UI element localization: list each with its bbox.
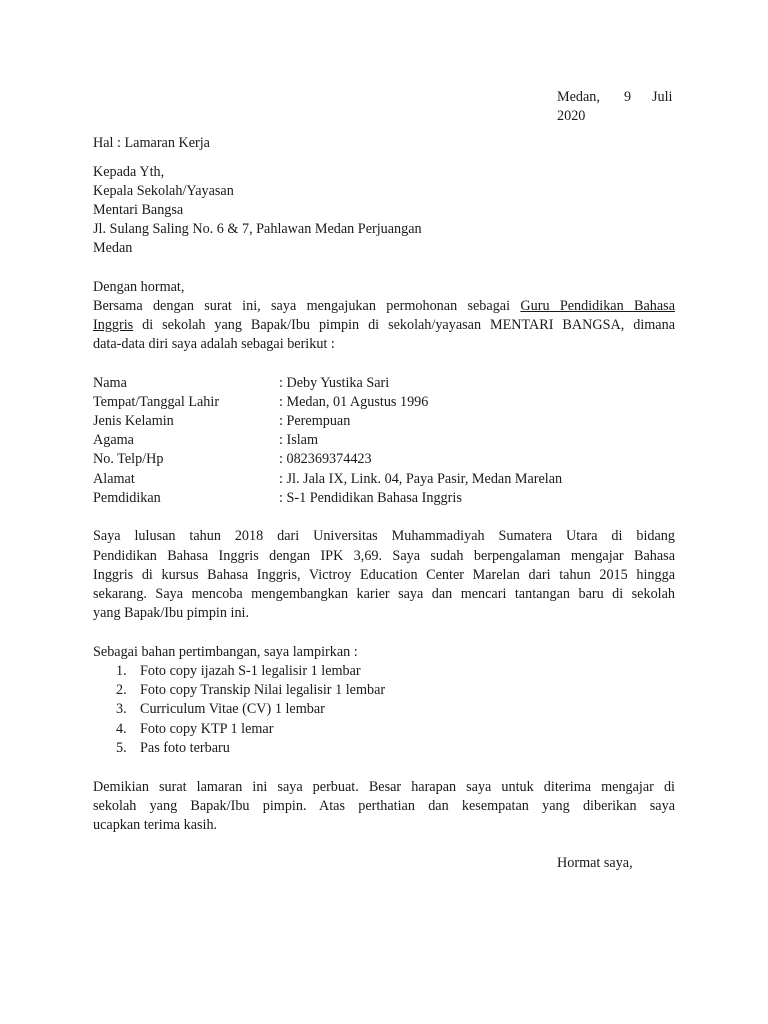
data-value: : Jl. Jala IX, Link. 04, Paya Pasir, Medan Marelan (279, 471, 563, 487)
recipient-line: Kepada Yth, (93, 164, 165, 180)
paragraph-line: sekolah yang Bapak/Ibu pimpin. Atas perthatian dan kesempatan yang diberikan saya (93, 798, 675, 814)
paragraph-line: ucapkan terima kasih. (93, 817, 218, 833)
data-label: Alamat (93, 471, 135, 487)
data-label: Pemdidikan (93, 490, 161, 506)
position-title: Inggris (93, 317, 134, 333)
paragraph-line: yang Bapak/Ibu pimpin ini. (93, 605, 250, 621)
intro-line-2 (93, 316, 675, 335)
paragraph-line: Saya lulusan tahun 2018 dari Universitas Muhammadiyah Sumatera Utara di bidang (93, 528, 675, 544)
list-number: 5. (116, 740, 127, 756)
data-value: : Medan, 01 Agustus 1996 (279, 394, 429, 410)
paragraph-line: Pendidikan Bahasa Inggris dengan IPK 3,69. Saya sudah berpengalaman mengajar Bahasa (93, 548, 675, 564)
list-number: 1. (116, 663, 127, 679)
data-label: Nama (93, 375, 127, 391)
data-label: Jenis Kelamin (93, 413, 174, 429)
paragraph-line: Inggris di kursus Bahasa Inggris, Victroy Education Center Marelan dari tahun 2015 hingga (93, 567, 675, 583)
list-item: Foto copy KTP 1 lemar (140, 721, 274, 737)
intro-text: di sekolah yang Bapak/Ibu pimpin di sekolah/yayasan MENTARI BANGSA, dimana (133, 317, 675, 333)
data-label: No. Telp/Hp (93, 451, 164, 467)
data-value: : Deby Yustika Sari (279, 375, 390, 391)
intro-line-3: data-data diri saya adalah sebagai berikut : (93, 336, 335, 352)
recipient-line: Medan (93, 240, 133, 256)
recipient-line: Jl. Sulang Saling No. 6 & 7, Pahlawan Medan Perjuangan (93, 221, 422, 237)
signoff: Hormat saya, (557, 855, 633, 871)
list-item: Pas foto terbaru (140, 740, 230, 756)
intro-line-1 (93, 297, 675, 316)
data-value: : Perempuan (279, 413, 351, 429)
greeting: Dengan hormat, (93, 279, 185, 295)
list-number: 4. (116, 721, 127, 737)
recipient-line: Mentari Bangsa (93, 202, 184, 218)
date-day: 9 (624, 89, 632, 105)
paragraph-line: Demikian surat lamaran ini saya perbuat. Besar harapan saya untuk diterima mengajar di (93, 779, 675, 795)
date-year: 2020 (557, 108, 586, 124)
attachments-intro: Sebagai bahan pertimbangan, saya lampirkan : (93, 644, 358, 660)
list-item: Curriculum Vitae (CV) 1 lembar (140, 701, 325, 717)
recipient-line: Kepala Sekolah/Yayasan (93, 183, 234, 199)
list-item: Foto copy ijazah S-1 legalisir 1 lembar (140, 663, 361, 679)
list-number: 2. (116, 682, 127, 698)
paragraph-line: sekarang. Saya mencoba mengembangkan karier saya dan mencari tantangan baru di sekolah (93, 586, 675, 602)
data-label: Tempat/Tanggal Lahir (93, 394, 220, 410)
position-title: Guru Pendidikan Bahasa (520, 298, 676, 314)
date-month: Juli (652, 89, 673, 105)
data-value: : S-1 Pendidikan Bahasa Inggris (279, 490, 462, 506)
intro-text: Bersama dengan surat ini, saya mengajukan permohonan sebagai (93, 298, 511, 314)
list-number: 3. (116, 701, 127, 717)
data-value: : Islam (279, 432, 319, 448)
subject-line: Hal : Lamaran Kerja (93, 135, 210, 151)
data-label: Agama (93, 432, 134, 448)
date-city: Medan, (557, 89, 600, 105)
data-value: : 082369374423 (279, 451, 372, 467)
list-item: Foto copy Transkip Nilai legalisir 1 lembar (140, 682, 386, 698)
